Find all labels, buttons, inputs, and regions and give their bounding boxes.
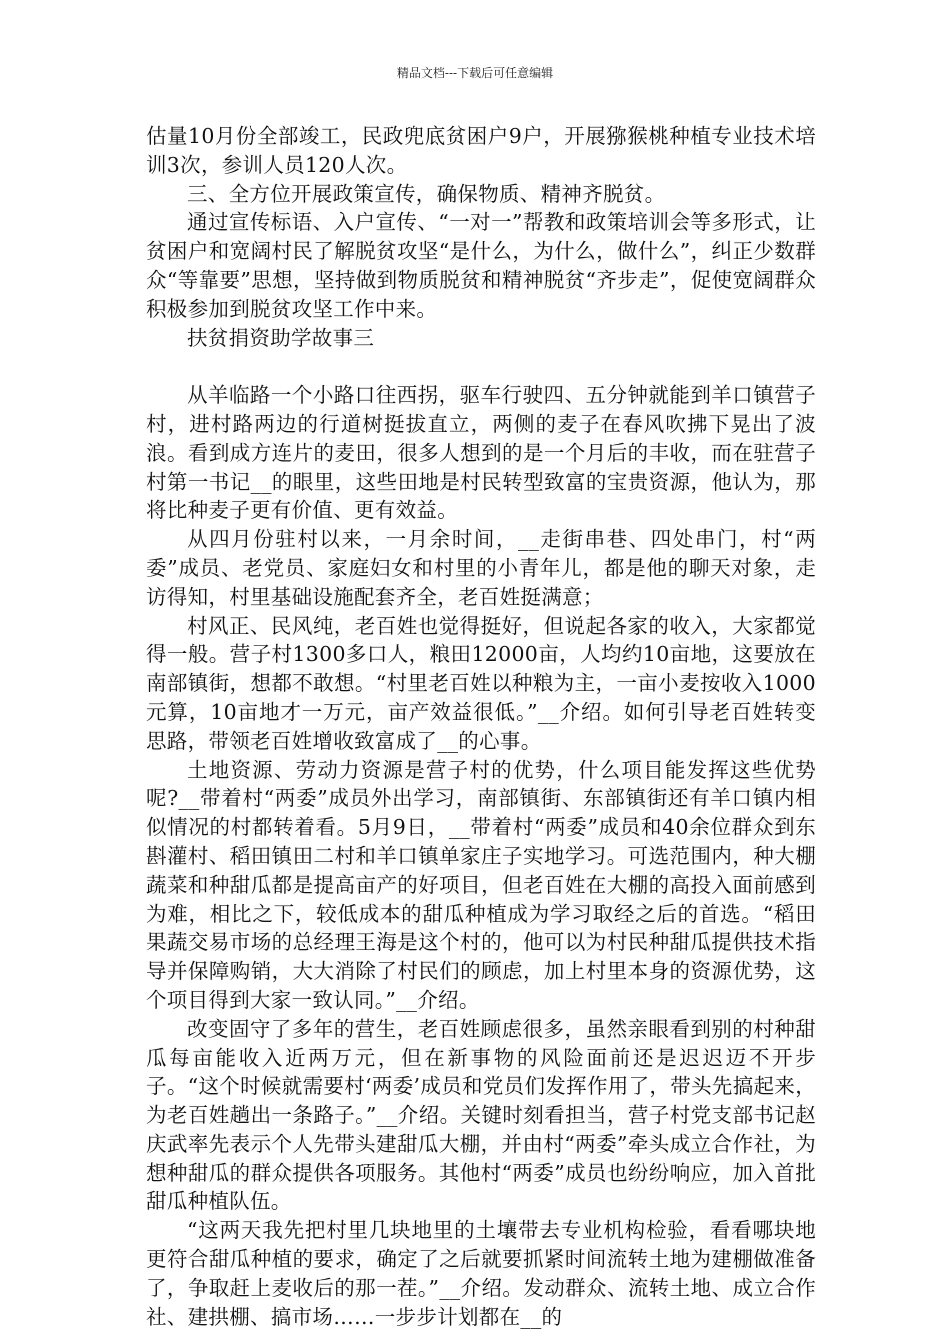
paragraph: 通过宣传标语、入户宣传、“一对一”帮教和政策培训会等多形式，让贫困户和宽阔村民了解脱贫攻坚“是什么，为什么，做什么”，纠正少数群众“等靠要”思想，坚持做到物质脱贫和精神脱贫“齐步走”，促使宽阔群众积极参加到脱贫攻坚工作中来。 [146, 210, 816, 321]
paragraph: 从羊临路一个小路口往西拐，驱车行驶四、五分钟就能到羊口镇营子村，进村路两边的行道树挺拔直立，两侧的麦子在春风吹拂下晃出了波浪。看到成方连片的麦田，很多人想到的是一个月后的丰收，而在驻营子村第一书记__的眼里，这些田地是村民转型致富的宝贵资源，他认为，那将比种麦子更有价值、更有效益。 [146, 383, 816, 523]
page-header: 精品文档---下载后可任意编辑 [396, 66, 554, 80]
paragraph: 村风正、民风纯，老百姓也觉得挺好，但说起各家的收入，大家都觉得一般。营子村1300多口人，粮田12000亩，人均约10亩地，这要放在南部镇街，想都不敢想。“村里老百姓以种粮为主，一亩小麦按收入1000元算，10亩地才一万元，亩产效益很低。”__介绍。如何引导老百姓转变思路，带领老百姓增收致富成了__的心事。 [146, 613, 816, 753]
paragraph: 从四月份驻村以来，一月余时间，__走街串巷、四处串门，村“两委”成员、老党员、家庭妇女和村里的小青年儿，都是他的聊天对象，走访得知，村里基础设施配套齐全，老百姓挺满意； [146, 527, 816, 609]
story-title: 扶贫捐资助学故事三 [187, 325, 375, 350]
paragraph: 土地资源、劳动力资源是营子村的优势，什么项目能发挥这些优势呢?__带着村“两委”成员外出学习，南部镇街、东部镇街还有羊口镇内相似情况的村都转着看。5月9日，__带着村“两委”成员和40余位群众到东斟灌村、稻田镇田二村和羊口镇单家庄子实地学习。可选范围内，种大棚蔬菜和种甜瓜都是提高亩产的好项目，但老百姓在大棚的高投入面前感到为难，相比之下，较低成本的甜瓜种植成为学习取经之后的首选。“稻田果蔬交易市场的总经理王海是这个村的，他可以为村民种甜瓜提供技术指导并保障购销，大大消除了村民们的顾虑，加上村里本身的资源优势，这个项目得到大家一致认同。”__介绍。 [146, 757, 816, 1012]
document-body [146, 122, 816, 1331]
section-heading: 三、全方位开展政策宣传，确保物质、精神齐脱贫。 [187, 181, 666, 206]
paragraph-continued: 估量10月份全部竣工，民政兜底贫困户9户，开展猕猴桃种植专业技术培训3次，参训人员120人次。 [146, 124, 816, 177]
blank-line [146, 352, 816, 381]
paragraph: 改变固守了多年的营生，老百姓顾虑很多，虽然亲眼看到别的村种甜瓜每亩能收入近两万元，但在新事物的风险面前还是迟迟迈不开步子。“这个时候就需要村‘两委’成员和党员们发挥作用了，带头先搞起来，为老百姓趟出一条路子。”__介绍。关键时刻看担当，营子村党支部书记赵庆武率先表示个人先带头建甜瓜大棚，并由村“两委”牵头成立合作社，为想种甜瓜的群众提供各项服务。其他村“两委”成员也纷纷响应，加入首批甜瓜种植队伍。 [146, 1016, 816, 1214]
paragraph: “这两天我先把村里几块地里的土壤带去专业机构检验，看看哪块地更符合甜瓜种植的要求，确定了之后就要抓紧时间流转土地为建棚做准备了，争取赶上麦收后的那一茬。”__介绍。发动群众、流转土地、成立合作社、建拱棚、搞市场……一步步计划都在__的 [146, 1218, 816, 1329]
